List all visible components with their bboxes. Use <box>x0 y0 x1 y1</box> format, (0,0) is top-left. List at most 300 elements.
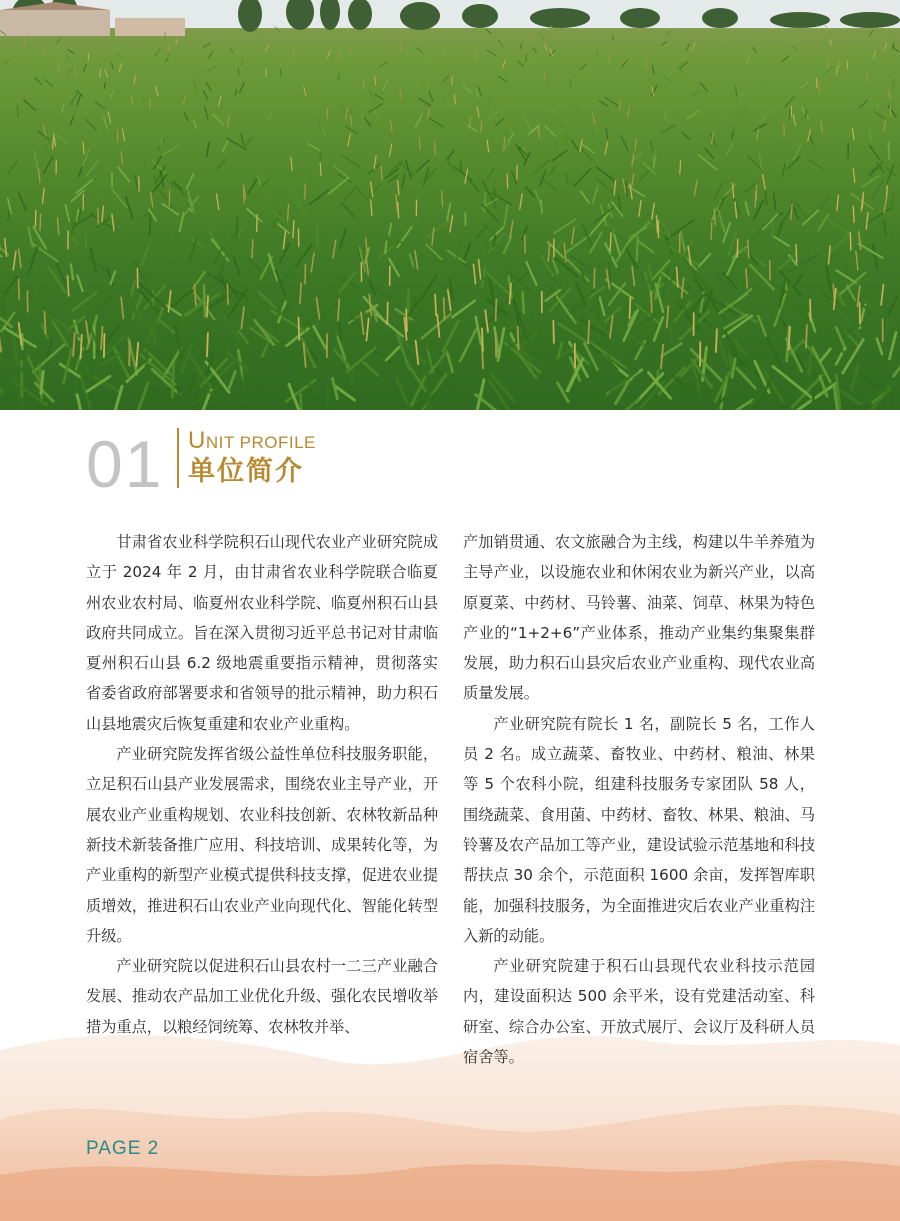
corn-leaf <box>842 391 859 404</box>
corn-leaf <box>194 121 197 129</box>
corn-leaf <box>738 108 747 116</box>
corn-tassel <box>375 77 376 86</box>
corn-leaf <box>496 119 504 126</box>
corn-leaf <box>782 163 785 175</box>
corn-leaf <box>810 161 824 170</box>
corn-leaf <box>66 54 69 60</box>
corn-leaf <box>67 49 73 53</box>
corn-leaf <box>888 106 896 117</box>
corn-leaf <box>460 160 461 171</box>
corn-leaf <box>57 38 60 44</box>
corn-leaf <box>314 326 326 348</box>
corn-leaf <box>213 114 224 124</box>
corn-tassel <box>623 178 626 192</box>
corn-leaf <box>478 87 482 96</box>
corn-leaf <box>429 91 433 102</box>
corn-tassel <box>610 316 613 338</box>
corn-leaf <box>189 239 196 260</box>
corn-tassel <box>40 214 41 230</box>
corn-tassel <box>207 296 208 317</box>
corn-leaf <box>418 195 425 212</box>
corn-leaf <box>732 131 734 140</box>
corn-leaf <box>530 125 539 132</box>
corn-leaf <box>281 269 292 286</box>
corn-tassel <box>5 239 7 257</box>
corn-leaf <box>805 110 806 118</box>
corn-tassel <box>667 306 669 328</box>
corn-leaf <box>36 84 39 90</box>
corn-tassel <box>298 318 299 340</box>
corn-leaf <box>539 33 544 39</box>
corn-leaf <box>574 107 578 115</box>
corn-leaf <box>460 329 476 361</box>
corn-leaf <box>146 346 148 374</box>
corn-tassel <box>363 81 364 90</box>
corn-leaf <box>597 51 598 56</box>
corn-leaf <box>530 58 531 66</box>
paragraph: 产业研究院建于积石山县现代农业科技示范园内，建设面积达 500 余平米，设有党建活动室、科研室、综合办公室、开放式展厅、会议厅及科研人员宿舍等。 <box>463 957 815 1067</box>
corn-leaf <box>271 311 306 332</box>
corn-leaf <box>873 243 877 268</box>
corn-leaf <box>487 50 497 56</box>
corn-leaf <box>8 160 17 173</box>
corn-leaf <box>238 67 239 74</box>
corn-tassel <box>593 114 596 125</box>
corn-leaf <box>809 135 814 144</box>
corn-leaf <box>641 312 660 326</box>
corn-leaf <box>869 127 872 140</box>
corn-leaf <box>111 63 113 69</box>
corn-tassel <box>564 244 566 262</box>
corn-leaf <box>258 176 261 186</box>
corn-tassel <box>252 240 253 258</box>
corn-leaf <box>773 236 789 246</box>
corn-leaf <box>446 157 453 170</box>
corn-tassel <box>839 59 840 67</box>
corn-leaf <box>44 142 50 152</box>
corn-leaf <box>167 286 196 311</box>
section-title-cn: 单位简介 <box>188 456 304 487</box>
corn-leaf <box>102 334 127 357</box>
corn-leaf <box>686 44 690 50</box>
corn-leaf <box>535 190 541 206</box>
corn-leaf <box>592 160 608 169</box>
body-column-left <box>86 527 438 1042</box>
corn-tassel <box>473 264 475 283</box>
corn-tassel <box>748 240 749 258</box>
corn-tassel <box>487 140 488 152</box>
corn-tassel <box>661 345 663 369</box>
corn-leaf <box>663 75 671 82</box>
cornfield-illustration <box>0 0 900 410</box>
section-number: 01 <box>86 427 164 501</box>
corn-tassel <box>442 191 443 206</box>
corn-leaf <box>161 138 162 147</box>
corn-tassel <box>432 228 434 245</box>
corn-tassel <box>614 180 615 194</box>
corn-leaf <box>504 205 507 225</box>
corn-leaf <box>207 143 209 157</box>
corn-leaf <box>375 95 383 100</box>
corn-tassel <box>415 251 418 269</box>
corn-tassel <box>881 285 883 305</box>
corn-tassel <box>227 116 229 127</box>
corn-tassel <box>639 201 641 217</box>
corn-leaf <box>186 174 193 189</box>
corn-leaf <box>79 167 83 176</box>
corn-tassel <box>349 47 351 54</box>
corn-leaf <box>437 265 440 288</box>
corn-leaf <box>410 254 414 266</box>
corn-tassel <box>136 343 138 367</box>
corn-leaf <box>463 243 471 263</box>
corn-tassel <box>105 70 108 78</box>
corn-leaf <box>780 207 792 226</box>
corn-leaf <box>118 167 129 182</box>
corn-tassel <box>327 51 329 58</box>
corn-leaf <box>597 167 615 180</box>
corn-leaf <box>566 173 568 183</box>
corn-leaf <box>863 301 882 313</box>
corn-leaf <box>749 229 762 244</box>
corn-leaf <box>70 93 77 105</box>
corn-leaf <box>160 190 173 208</box>
corn-leaf <box>687 111 698 119</box>
corn-leaf <box>747 55 750 64</box>
corn-leaf <box>551 103 565 112</box>
corn-leaf <box>338 189 354 208</box>
corn-leaf <box>203 91 207 99</box>
corn-leaf <box>125 47 131 53</box>
corn-tassel <box>293 49 294 56</box>
corn-tassel <box>632 266 634 285</box>
corn-leaf <box>338 74 339 80</box>
corn-leaf <box>117 53 122 58</box>
corn-leaf <box>154 330 155 345</box>
corn-leaf <box>753 48 757 53</box>
corn-tassel <box>481 122 482 133</box>
corn-leaf <box>892 193 893 210</box>
corn-leaf <box>889 332 896 359</box>
corn-leaf <box>488 112 498 118</box>
corn-leaf <box>77 395 81 410</box>
corn-tassel <box>470 117 471 128</box>
corn-leaf <box>241 135 243 145</box>
corn-leaf <box>245 138 251 146</box>
corn-tassel <box>504 137 505 149</box>
corn-leaf <box>145 156 146 175</box>
corn-tassel <box>836 66 837 74</box>
corn-leaf <box>267 207 289 225</box>
corn-leaf <box>467 177 478 192</box>
corn-tassel <box>348 134 351 146</box>
corn-leaf <box>223 314 240 341</box>
corn-leaf <box>369 104 382 112</box>
corn-leaf <box>639 242 654 253</box>
corn-leaf <box>188 374 195 395</box>
corn-tassel <box>837 195 839 210</box>
corn-tassel <box>19 249 21 267</box>
corn-leaf <box>739 91 746 97</box>
corn-leaf <box>229 371 235 388</box>
corn-leaf <box>99 354 120 366</box>
corn-leaf <box>427 221 450 238</box>
corn-leaf <box>554 219 575 233</box>
corn-leaf <box>304 304 340 325</box>
corn-tassel <box>83 142 84 154</box>
corn-leaf <box>135 176 138 191</box>
section-title-en <box>188 428 316 456</box>
corn-tassel <box>134 75 135 84</box>
corn-leaf <box>541 255 553 276</box>
corn-tassel <box>311 253 314 272</box>
corn-tassel <box>594 268 595 287</box>
corn-leaf <box>555 28 558 33</box>
corn-tassel <box>588 321 589 343</box>
corn-leaf <box>626 249 637 267</box>
corn-leaf <box>366 171 374 190</box>
corn-leaf <box>38 132 50 140</box>
corn-tassel <box>391 121 393 132</box>
corn-leaf <box>20 156 34 170</box>
hero-cornfield-photo <box>0 0 900 410</box>
corn-leaf <box>701 83 708 91</box>
corn-leaf <box>242 59 243 66</box>
corn-leaf <box>718 210 724 232</box>
corn-leaf <box>168 56 173 62</box>
corn-leaf <box>626 182 627 196</box>
corn-tassel <box>398 180 399 194</box>
corn-tassel <box>806 325 807 348</box>
corn-leaf <box>699 155 717 169</box>
corn-leaf <box>193 79 197 90</box>
corn-leaf <box>296 244 311 265</box>
corn-leaf <box>485 244 488 258</box>
corn-leaf <box>727 304 757 322</box>
corn-leaf <box>367 184 381 199</box>
corn-leaf <box>592 134 605 148</box>
corn-tassel <box>861 196 863 211</box>
corn-leaf <box>801 82 808 88</box>
corn-leaf <box>717 36 721 43</box>
corn-leaf <box>350 107 353 115</box>
corn-leaf <box>83 64 86 71</box>
corn-leaf <box>580 320 607 337</box>
corn-leaf <box>216 159 226 170</box>
corn-tassel <box>652 203 655 219</box>
corn-leaf <box>172 362 173 397</box>
corn-leaf <box>153 292 154 306</box>
corn-leaf <box>774 193 776 209</box>
corn-leaf <box>237 218 238 240</box>
corn-leaf <box>867 208 890 224</box>
paragraph: 产业研究院以促进积石山县农村一二三产业融合发展、推动农产品加工业优化升级、强化农民增收举措为重点，以粮经饲统筹、农林牧并举、 <box>86 957 438 1036</box>
corn-leaf <box>397 379 407 403</box>
corn-tassel <box>369 295 371 316</box>
corn-leaf <box>477 226 487 238</box>
corn-leaf <box>814 149 820 156</box>
corn-leaf <box>77 95 80 105</box>
corn-leaf <box>19 194 26 210</box>
corn-leaf <box>280 69 281 77</box>
corn-tassel <box>217 194 219 209</box>
corn-leaf <box>24 100 36 110</box>
corn-tassel <box>525 235 526 253</box>
corn-tassel <box>448 290 451 311</box>
corn-leaf <box>235 89 236 96</box>
corn-leaf <box>860 100 867 107</box>
corn-leaf <box>640 171 648 180</box>
corn-leaf <box>877 339 882 354</box>
corn-tassel <box>24 38 25 44</box>
corn-tassel <box>241 307 244 329</box>
corn-leaf <box>665 31 672 35</box>
corn-leaf <box>230 48 233 54</box>
corn-tassel <box>400 89 402 98</box>
corn-tassel <box>853 206 854 222</box>
corn-leaf <box>214 248 222 264</box>
corn-leaf <box>184 113 187 121</box>
corn-leaf <box>443 76 449 82</box>
corn-leaf <box>206 82 212 91</box>
corn-leaf <box>763 214 778 229</box>
corn-tassel <box>437 315 439 337</box>
corn-leaf <box>725 119 734 128</box>
corn-leaf <box>761 111 771 121</box>
corn-leaf <box>570 79 571 87</box>
section-title-en-rest: NIT PROFILE <box>205 433 316 452</box>
corn-leaf <box>208 52 212 59</box>
corn-tassel <box>610 233 611 250</box>
corn-leaf <box>256 28 261 33</box>
corn-leaf <box>414 44 415 51</box>
corn-tassel <box>475 53 476 60</box>
corn-tassel <box>207 333 208 356</box>
corn-tassel <box>300 283 301 303</box>
farm-building <box>0 10 110 36</box>
corn-leaf <box>44 79 52 86</box>
corn-leaf <box>426 245 441 260</box>
corn-leaf <box>169 235 179 245</box>
corn-leaf <box>618 328 644 346</box>
corn-leaf <box>539 177 557 191</box>
corn-leaf <box>447 204 450 220</box>
corn-leaf <box>112 189 127 207</box>
corn-leaf <box>265 193 273 203</box>
corn-leaf <box>609 262 610 283</box>
corn-leaf <box>369 89 375 101</box>
corn-leaf <box>222 141 227 152</box>
corn-tassel <box>122 129 124 141</box>
corn-tassel <box>102 206 104 222</box>
corn-leaf <box>138 383 148 410</box>
corn-tassel <box>635 138 636 150</box>
corn-leaf <box>837 270 856 282</box>
corn-leaf <box>661 125 675 133</box>
corn-tassel <box>454 95 455 105</box>
corn-leaf <box>884 220 886 236</box>
corn-tassel <box>711 222 712 239</box>
corn-leaf <box>209 274 243 294</box>
corn-leaf <box>247 209 261 222</box>
corn-leaf <box>705 148 713 158</box>
corn-leaf <box>240 83 245 93</box>
corn-leaf <box>714 182 722 198</box>
corn-leaf <box>728 233 736 256</box>
corn-tassel <box>450 216 453 232</box>
corn-leaf <box>597 295 598 320</box>
corn-leaf <box>417 48 423 54</box>
corn-leaf <box>62 104 64 112</box>
corn-leaf <box>318 278 321 291</box>
corn-tassel <box>503 60 506 68</box>
section-divider <box>177 428 179 488</box>
corn-leaf <box>725 332 741 366</box>
corn-leaf <box>248 179 256 193</box>
corn-tassel <box>57 218 58 235</box>
corn-tassel <box>74 68 76 76</box>
corn-leaf <box>103 117 107 129</box>
corn-leaf <box>572 140 579 150</box>
corn-tassel <box>789 327 790 350</box>
corn-leaf <box>621 136 628 151</box>
corn-tassel <box>100 69 101 77</box>
corn-leaf <box>99 297 113 309</box>
corn-tassel <box>73 333 75 356</box>
corn-tassel <box>43 188 45 203</box>
corn-leaf <box>452 301 475 318</box>
corn-leaf <box>373 287 390 297</box>
corn-tassel <box>150 192 152 207</box>
corn-leaf <box>300 395 301 410</box>
corn-leaf <box>29 247 37 273</box>
corn-tassel <box>53 136 54 148</box>
corn-leaf <box>661 344 681 357</box>
corn-tassel <box>366 238 368 256</box>
corn-leaf <box>522 292 523 313</box>
corn-leaf <box>699 254 710 267</box>
corn-tassel <box>38 169 40 183</box>
corn-leaf <box>888 142 889 159</box>
corn-leaf <box>180 213 184 231</box>
corn-leaf <box>824 66 833 73</box>
corn-leaf <box>556 118 564 127</box>
corn-tassel <box>13 251 16 269</box>
corn-tassel <box>693 43 695 50</box>
corn-leaf <box>467 125 476 131</box>
corn-leaf <box>204 285 205 316</box>
corn-tassel <box>716 329 717 352</box>
corn-tassel <box>553 321 554 343</box>
body-column-right <box>463 527 815 1072</box>
corn-leaf <box>477 89 479 97</box>
corn-leaf <box>891 399 894 410</box>
corn-leaf <box>402 174 405 189</box>
corn-leaf <box>560 36 562 42</box>
corn-leaf <box>754 82 763 88</box>
corn-leaf <box>871 180 883 200</box>
paragraph: 产业研究院有院长 1 名，副院长 5 名，工作人员 2 名。成立蔬菜、畜牧业、中药材、粮油、林果等 5 个农科小院，组建科技服务专家团队 58 人，围绕蔬菜、食用菌、中药材、畜牧、林果、粮油、马铃薯及农产品加工等产业，建设试验示范基地和科技帮扶点 30 余个，示范面积 1600 余亩，发挥智库职能，加强科技服务，为全面推进灾后农业产业重构注入新的动能。 <box>463 714 815 945</box>
corn-leaf <box>828 220 852 236</box>
corn-leaf <box>245 295 257 320</box>
corn-tassel <box>548 243 549 261</box>
corn-leaf <box>450 279 454 301</box>
corn-leaf <box>419 99 431 106</box>
corn-leaf <box>259 292 275 307</box>
corn-leaf <box>490 280 494 301</box>
corn-leaf <box>785 97 794 107</box>
corn-leaf <box>207 65 217 72</box>
